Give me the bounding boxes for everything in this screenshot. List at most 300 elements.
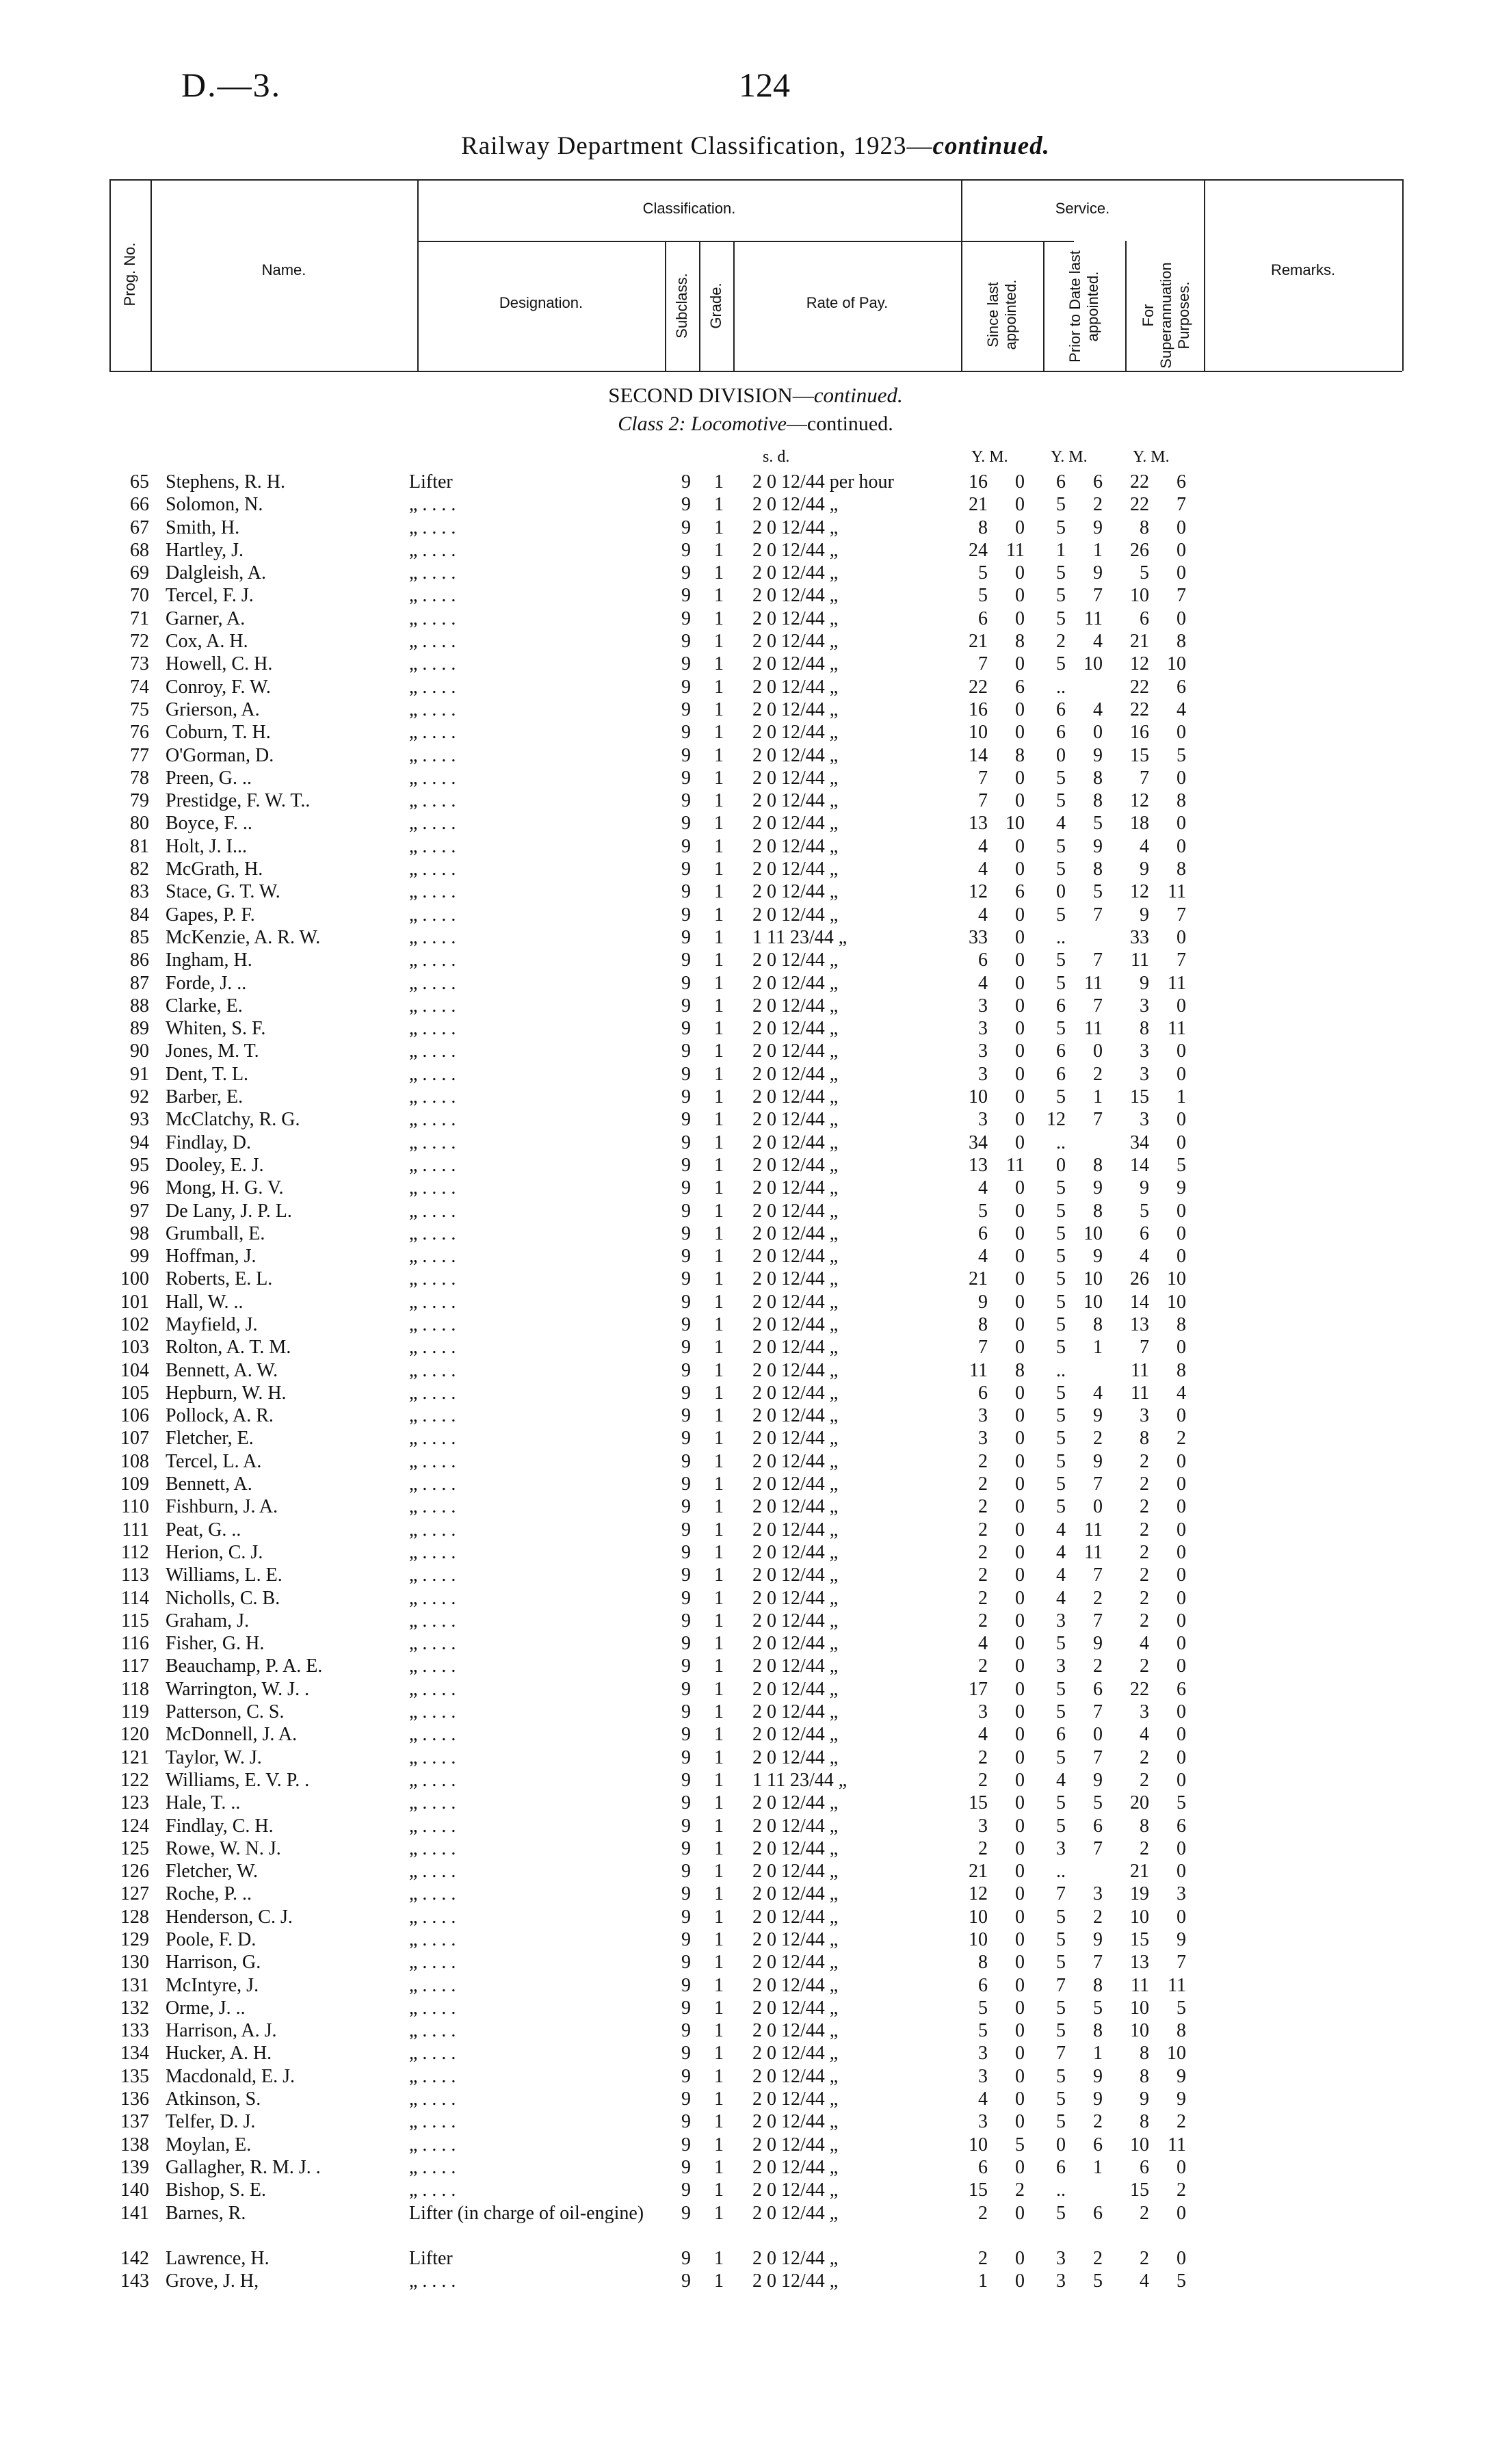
cell-since-years: 4	[978, 1177, 988, 1199]
table-row	[0, 471, 1511, 493]
cell-name: Peat, G. ..	[166, 1519, 241, 1541]
cell-prog-no: 105	[120, 1382, 149, 1404]
cell-prior-years: 0	[1056, 2134, 1066, 2155]
cell-rate-of-pay: 2 0 12/44 „	[752, 676, 839, 698]
cell-prog-no: 87	[130, 972, 149, 994]
cell-prog-no: 117	[121, 1655, 149, 1677]
cell-name: McClatchy, R. G.	[166, 1109, 300, 1131]
cell-since-years: 4	[978, 904, 988, 926]
cell-designation: „ . . . .	[409, 1473, 456, 1495]
cell-super-months: 0	[1177, 1200, 1186, 1222]
cell-prog-no: 103	[120, 1337, 149, 1359]
cell-since-years: 34	[969, 1131, 988, 1153]
cell-since-years: 12	[969, 881, 988, 903]
cell-designation: „ . . . .	[409, 1359, 456, 1381]
cell-super-years: 11	[1131, 1382, 1149, 1404]
cell-rate-of-pay: 2 0 12/44 „	[752, 1974, 839, 1996]
page-number: 124	[739, 66, 790, 104]
cell-super-months: 11	[1168, 972, 1186, 994]
cell-prog-no: 93	[130, 1109, 149, 1131]
cell-prog-no: 71	[130, 607, 149, 629]
table-row	[0, 904, 1511, 926]
cell-super-years: 4	[1140, 2270, 1149, 2292]
cell-designation: „ . . . .	[409, 1109, 456, 1131]
cell-since-years: 21	[969, 1268, 988, 1290]
cell-grade: 1	[714, 1337, 724, 1359]
cell-since-months: 0	[1015, 1519, 1025, 1541]
cell-designation: „ . . . .	[409, 767, 456, 789]
cell-subclass: 9	[681, 1633, 691, 1655]
cell-super-years: 4	[1140, 1724, 1149, 1746]
cell-prog-no: 85	[130, 926, 149, 948]
cell-since-months: 0	[1015, 835, 1025, 857]
cell-subclass: 9	[681, 1109, 691, 1131]
cell-subclass: 9	[681, 1268, 691, 1290]
cell-rate-of-pay: 2 0 12/44 „	[752, 904, 839, 926]
cell-designation: „ . . . .	[409, 539, 456, 561]
cell-rate-of-pay: 2 0 12/44 „	[752, 2270, 839, 2292]
cell-prior-years: 5	[1056, 1678, 1066, 1700]
cell-since-years: 8	[978, 516, 988, 538]
cell-prior-months: 7	[1093, 1701, 1103, 1723]
cell-name: Bennett, A. W.	[166, 1359, 278, 1381]
cell-since-months: 0	[1015, 2020, 1025, 2042]
cell-since-years: 7	[978, 790, 988, 812]
cell-super-years: 4	[1140, 835, 1149, 857]
cell-grade: 1	[714, 676, 724, 698]
cell-name: Roberts, E. L.	[166, 1268, 273, 1290]
cell-since-months: 0	[1015, 2156, 1025, 2178]
cell-prior-months: 11	[1084, 1519, 1103, 1541]
cell-subclass: 9	[681, 1746, 691, 1768]
cell-rate-of-pay: 2 0 12/44 „	[752, 1997, 839, 2019]
cell-super-months: 8	[1177, 1359, 1186, 1381]
cell-since-months: 0	[1015, 1883, 1025, 1905]
cell-grade: 1	[714, 562, 724, 584]
cell-grade: 1	[714, 1154, 724, 1176]
cell-prior-years: 7	[1056, 1883, 1066, 1905]
cell-super-months: 9	[1177, 2065, 1186, 2087]
cell-rate-of-pay: 2 0 12/44 „	[752, 2065, 839, 2087]
table-row	[0, 858, 1511, 880]
cell-prior-years: 5	[1056, 607, 1066, 629]
cell-grade: 1	[714, 1496, 724, 1518]
cell-designation: „ . . . .	[409, 607, 456, 629]
cell-designation: „ . . . .	[409, 1974, 456, 1996]
cell-subclass: 9	[681, 1564, 691, 1586]
cell-super-months: 3	[1177, 1883, 1186, 1905]
cell-prior-months: 6	[1093, 1815, 1103, 1837]
cell-subclass: 9	[681, 1906, 691, 1928]
cell-grade: 1	[714, 1359, 724, 1381]
cell-super-months: 0	[1177, 516, 1186, 538]
cell-designation: „ . . . .	[409, 1952, 456, 1974]
cell-super-months: 8	[1177, 790, 1186, 812]
cell-since-years: 22	[969, 676, 988, 698]
cell-name: Poole, F. D.	[166, 1929, 257, 1950]
table-row	[0, 562, 1511, 584]
cell-grade: 1	[714, 1063, 724, 1085]
cell-super-months: 9	[1177, 1929, 1186, 1950]
header-remarks: Remarks.	[1270, 261, 1336, 278]
cell-super-years: 8	[1140, 2043, 1149, 2065]
cell-prog-no: 78	[130, 767, 149, 789]
cell-grade: 1	[714, 1906, 724, 1928]
cell-subclass: 9	[681, 881, 691, 903]
cell-name: Tercel, L. A.	[166, 1450, 262, 1472]
cell-designation: „ . . . .	[409, 1815, 456, 1837]
cell-name: Warrington, W. J. .	[166, 1678, 310, 1700]
table-row	[0, 2134, 1511, 2156]
cell-prior-months: 7	[1093, 1837, 1103, 1859]
cell-super-years: 10	[1130, 1906, 1149, 1928]
cell-since-months: 0	[1015, 653, 1025, 675]
cell-super-months: 0	[1177, 1337, 1186, 1359]
cell-name: Conroy, F. W.	[166, 676, 271, 698]
cell-designation: „ . . . .	[409, 2111, 456, 2133]
table-row	[0, 2019, 1511, 2042]
cell-name: Harrison, G.	[166, 1952, 261, 1974]
cell-since-years: 8	[978, 1313, 988, 1335]
cell-super-years: 12	[1130, 881, 1149, 903]
cell-prior-months: 9	[1093, 562, 1103, 584]
cell-rate-of-pay: 2 0 12/44 „	[752, 585, 839, 607]
cell-prior-months: 0	[1093, 1724, 1103, 1746]
table-row	[0, 1701, 1511, 1723]
cell-designation: „ . . . .	[409, 1929, 456, 1950]
cell-prog-no: 70	[130, 585, 149, 607]
cell-grade: 1	[714, 1769, 724, 1791]
cell-rate-of-pay: 2 0 12/44 „	[752, 2134, 839, 2155]
cell-prior-months: 7	[1093, 1952, 1103, 1974]
cell-grade: 1	[714, 2043, 724, 2065]
cell-prior-years: 5	[1056, 1473, 1066, 1495]
cell-name: Taylor, W. J.	[166, 1746, 262, 1768]
cell-super-years: 2	[1140, 2247, 1149, 2269]
cell-rate-of-pay: 2 0 12/44 „	[752, 1541, 839, 1563]
cell-super-months: 5	[1177, 1997, 1186, 2019]
cell-prog-no: 138	[120, 2134, 149, 2155]
cell-prior-years: 0	[1056, 1154, 1066, 1176]
cell-super-months: 10	[1167, 2043, 1186, 2065]
cell-name: Fishburn, J. A.	[166, 1496, 278, 1518]
table-row	[0, 1860, 1511, 1883]
cell-name: Beauchamp, P. A. E.	[166, 1655, 323, 1677]
cell-subclass: 9	[681, 2088, 691, 2110]
cell-prog-no: 81	[130, 835, 149, 857]
cell-since-months: 0	[1015, 471, 1025, 493]
cell-rate-of-pay: 2 0 12/44 „	[752, 562, 839, 584]
cell-grade: 1	[714, 585, 724, 607]
cell-subclass: 9	[681, 1952, 691, 1974]
cell-prog-no: 101	[120, 1291, 149, 1313]
cell-prior-years: 5	[1056, 1428, 1066, 1450]
cell-grade: 1	[714, 1837, 724, 1859]
cell-since-months: 0	[1015, 1655, 1025, 1677]
cell-prior-years: 0	[1056, 881, 1066, 903]
cell-prog-no: 73	[130, 653, 149, 675]
cell-super-years: 15	[1130, 1929, 1149, 1950]
cell-since-months: 0	[1015, 1018, 1025, 1040]
cell-rate-of-pay: 2 0 12/44 „	[752, 744, 839, 766]
table-row	[0, 1541, 1511, 1564]
cell-subclass: 9	[681, 1541, 691, 1563]
cell-super-months: 0	[1177, 1473, 1186, 1495]
cell-prog-no: 96	[130, 1177, 149, 1199]
cell-grade: 1	[714, 1861, 724, 1883]
cell-designation: „ . . . .	[409, 1313, 456, 1335]
cell-prior-years: 4	[1056, 1564, 1066, 1586]
header-prior-to-date: Prior to Date last appointed.	[1066, 250, 1101, 363]
cell-since-months: 0	[1015, 1861, 1025, 1883]
cell-name: Dalgleish, A.	[166, 562, 266, 584]
cell-prior-years: 12	[1047, 1109, 1066, 1131]
cell-super-years: 9	[1140, 859, 1149, 880]
cell-super-months: 6	[1177, 1815, 1186, 1837]
table-row	[0, 1086, 1511, 1108]
cell-name: Telfer, D. J.	[166, 2111, 256, 2133]
cell-rate-of-pay: 2 0 12/44 „	[752, 1861, 839, 1883]
cell-prior-months: 5	[1093, 881, 1103, 903]
staff-table	[0, 471, 1511, 2292]
cell-subclass: 9	[681, 1792, 691, 1814]
cell-prog-no: 98	[130, 1222, 149, 1244]
cell-since-months: 0	[1015, 1678, 1025, 1700]
cell-name: Mayfield, J.	[166, 1313, 258, 1335]
cell-super-months: 0	[1177, 1450, 1186, 1472]
cell-designation: „ . . . .	[409, 1861, 456, 1883]
cell-prior-years: 4	[1056, 1587, 1066, 1609]
cell-since-years: 2	[978, 2247, 988, 2269]
cell-prog-no: 133	[120, 2020, 149, 2042]
cell-since-months: 0	[1015, 1268, 1025, 1290]
cell-rate-of-pay: 2 0 12/44 „	[752, 653, 839, 675]
cell-prior-months: 9	[1093, 1450, 1103, 1472]
cell-since-months: 0	[1015, 1564, 1025, 1586]
cell-subclass: 9	[681, 1724, 691, 1746]
cell-subclass: 9	[681, 1428, 691, 1450]
cell-super-years: 3	[1140, 1701, 1149, 1723]
cell-prior-months: 11	[1084, 607, 1103, 629]
cell-since-years: 1	[978, 2270, 988, 2292]
cell-grade: 1	[714, 1018, 724, 1040]
cell-prior-years: ..	[1056, 676, 1066, 698]
cell-rate-of-pay: 1 11 23/44 „	[752, 1769, 848, 1791]
cell-name: Patterson, C. S.	[166, 1701, 285, 1723]
cell-prior-years: ..	[1056, 1861, 1066, 1883]
cell-name: Findlay, D.	[166, 1131, 251, 1153]
cell-prog-no: 119	[121, 1701, 149, 1723]
cell-prog-no: 127	[120, 1883, 149, 1905]
cell-super-years: 22	[1130, 494, 1149, 516]
table-row	[0, 1404, 1511, 1427]
cell-grade: 1	[714, 835, 724, 857]
cell-prior-years: 5	[1056, 1086, 1066, 1108]
cell-subclass: 9	[681, 1040, 691, 1062]
cell-name: Grumball, E.	[166, 1222, 265, 1244]
cell-grade: 1	[714, 471, 724, 493]
cell-since-years: 3	[978, 1018, 988, 1040]
table-row	[0, 2065, 1511, 2088]
cell-prior-years: 6	[1056, 2156, 1066, 2178]
cell-designation: „ . . . .	[409, 1063, 456, 1085]
cell-name: Pollock, A. R.	[166, 1405, 274, 1427]
cell-super-years: 8	[1140, 2065, 1149, 2087]
cell-super-years: 2	[1140, 1746, 1149, 1768]
cell-grade: 1	[714, 2134, 724, 2155]
table-row	[0, 1678, 1511, 1701]
cell-grade: 1	[714, 790, 724, 812]
cell-since-months: 0	[1015, 494, 1025, 516]
cell-since-months: 0	[1015, 1701, 1025, 1723]
cell-prog-no: 143	[120, 2270, 149, 2292]
cell-super-years: 9	[1140, 2088, 1149, 2110]
cell-subclass: 9	[681, 2156, 691, 2178]
cell-prior-years: 7	[1056, 2043, 1066, 2065]
cell-since-months: 0	[1015, 1405, 1025, 1427]
cell-rate-of-pay: 2 0 12/44 „	[752, 1587, 839, 1609]
cell-since-months: 8	[1015, 631, 1025, 653]
cell-designation: „ . . . .	[409, 904, 456, 926]
cell-since-months: 0	[1015, 949, 1025, 971]
table-row	[0, 995, 1511, 1017]
cell-grade: 1	[714, 1792, 724, 1814]
cell-since-years: 3	[978, 1428, 988, 1450]
cell-grade: 1	[714, 926, 724, 948]
cell-rate-of-pay: 2 0 12/44 „	[752, 1952, 839, 1974]
cell-name: Herion, C. J.	[166, 1541, 263, 1563]
cell-name: McGrath, H.	[166, 859, 263, 880]
cell-super-months: 0	[1177, 1405, 1186, 1427]
cell-since-months: 0	[1015, 698, 1025, 720]
cell-designation: „ . . . .	[409, 835, 456, 857]
cell-since-months: 0	[1015, 926, 1025, 948]
cell-rate-of-pay: 2 0 12/44 „	[752, 1792, 839, 1814]
cell-prog-no: 116	[121, 1633, 149, 1655]
page-ref: D.—3.	[181, 66, 282, 104]
cell-rate-of-pay: 2 0 12/44 „	[752, 949, 839, 971]
cell-since-years: 3	[978, 2065, 988, 2087]
table-row	[0, 1222, 1511, 1245]
cell-since-months: 0	[1015, 2043, 1025, 2065]
cell-prog-no: 115	[121, 1610, 149, 1631]
cell-prior-months: 1	[1093, 1337, 1103, 1359]
cell-prior-years: 5	[1056, 494, 1066, 516]
cell-grade: 1	[714, 1382, 724, 1404]
cell-subclass: 9	[681, 1861, 691, 1883]
cell-rate-of-pay: 2 0 12/44 „	[752, 2111, 839, 2133]
cell-prog-no: 109	[120, 1473, 149, 1495]
cell-rate-of-pay: 2 0 12/44 „	[752, 1929, 839, 1950]
cell-since-years: 7	[978, 653, 988, 675]
cell-grade: 1	[714, 1040, 724, 1062]
cell-rate-of-pay: 2 0 12/44 „	[752, 1610, 839, 1631]
cell-name: Rolton, A. T. M.	[166, 1337, 291, 1359]
cell-since-months: 0	[1015, 1131, 1025, 1153]
cell-since-months: 0	[1015, 1177, 1025, 1199]
cell-super-months: 0	[1177, 1519, 1186, 1541]
cell-name: Clarke, E.	[166, 995, 243, 1017]
cell-rate-of-pay: 2 0 12/44 „	[752, 1450, 839, 1472]
table-row	[0, 721, 1511, 744]
cell-designation: „ . . . .	[409, 1997, 456, 2019]
cell-rate-of-pay: 2 0 12/44 „	[752, 859, 839, 880]
cell-designation: „ . . . .	[409, 1837, 456, 1859]
cell-prior-years: 4	[1056, 1769, 1066, 1791]
cell-prog-no: 66	[130, 494, 149, 516]
cell-super-years: 2	[1140, 1587, 1149, 1609]
cell-prior-years: 5	[1056, 1200, 1066, 1222]
cell-rate-of-pay: 2 0 12/44 per hour	[752, 471, 894, 493]
cell-subclass: 9	[681, 1519, 691, 1541]
table-row	[0, 926, 1511, 949]
cell-super-years: 7	[1140, 1337, 1149, 1359]
cell-designation: „ . . . .	[409, 2043, 456, 2065]
cell-prog-no: 134	[120, 2043, 149, 2065]
cell-super-months: 0	[1177, 1724, 1186, 1746]
cell-grade: 1	[714, 1200, 724, 1222]
cell-since-years: 9	[978, 1291, 988, 1313]
cell-prog-no: 132	[120, 1997, 149, 2019]
cell-prog-no: 110	[121, 1496, 149, 1518]
cell-since-years: 21	[969, 1861, 988, 1883]
cell-prog-no: 90	[130, 1040, 149, 1062]
cell-prior-months: 7	[1093, 995, 1103, 1017]
cell-designation: Lifter	[409, 471, 453, 493]
cell-super-years: 2	[1140, 1769, 1149, 1791]
cell-super-years: 22	[1130, 471, 1149, 493]
cell-designation: „ . . . .	[409, 1724, 456, 1746]
cell-since-years: 10	[969, 2134, 988, 2155]
cell-grade: 1	[714, 2270, 724, 2292]
cell-prior-months: 11	[1084, 972, 1103, 994]
cell-name: Prestidge, F. W. T..	[166, 790, 311, 812]
cell-prior-months: 6	[1093, 2134, 1103, 2155]
units-ym-super: Y. M.	[1133, 448, 1170, 466]
cell-prior-months: 8	[1093, 790, 1103, 812]
cell-subclass: 9	[681, 698, 691, 720]
cell-prior-months: 1	[1093, 539, 1103, 561]
cell-grade: 1	[714, 722, 724, 744]
cell-designation: „ . . . .	[409, 1177, 456, 1199]
cell-prog-no: 118	[121, 1678, 149, 1700]
cell-since-years: 10	[969, 1086, 988, 1108]
cell-prior-years: 5	[1056, 1222, 1066, 1244]
header-superannuation: For Superannuation Purposes.	[1140, 262, 1192, 369]
cell-since-years: 2	[978, 1450, 988, 1472]
cell-name: Mong, H. G. V.	[166, 1177, 284, 1199]
cell-name: Grierson, A.	[166, 698, 260, 720]
cell-super-years: 15	[1130, 2179, 1149, 2201]
cell-subclass: 9	[681, 1473, 691, 1495]
table-row	[0, 1837, 1511, 1860]
cell-since-years: 6	[978, 949, 988, 971]
cell-grade: 1	[714, 1313, 724, 1335]
cell-grade: 1	[714, 1974, 724, 1996]
table-row	[0, 1632, 1511, 1655]
cell-since-months: 0	[1015, 2088, 1025, 2110]
cell-super-years: 14	[1130, 1291, 1149, 1313]
cell-grade: 1	[714, 2179, 724, 2201]
cell-name: Preen, G. ..	[166, 767, 252, 789]
cell-rate-of-pay: 2 0 12/44 „	[752, 2156, 839, 2178]
cell-since-years: 3	[978, 1063, 988, 1085]
cell-prior-months: 8	[1093, 859, 1103, 880]
cell-name: Hale, T. ..	[166, 1792, 241, 1814]
cell-designation: „ . . . .	[409, 1746, 456, 1768]
cell-grade: 1	[714, 1746, 724, 1768]
table-header	[109, 179, 1402, 371]
